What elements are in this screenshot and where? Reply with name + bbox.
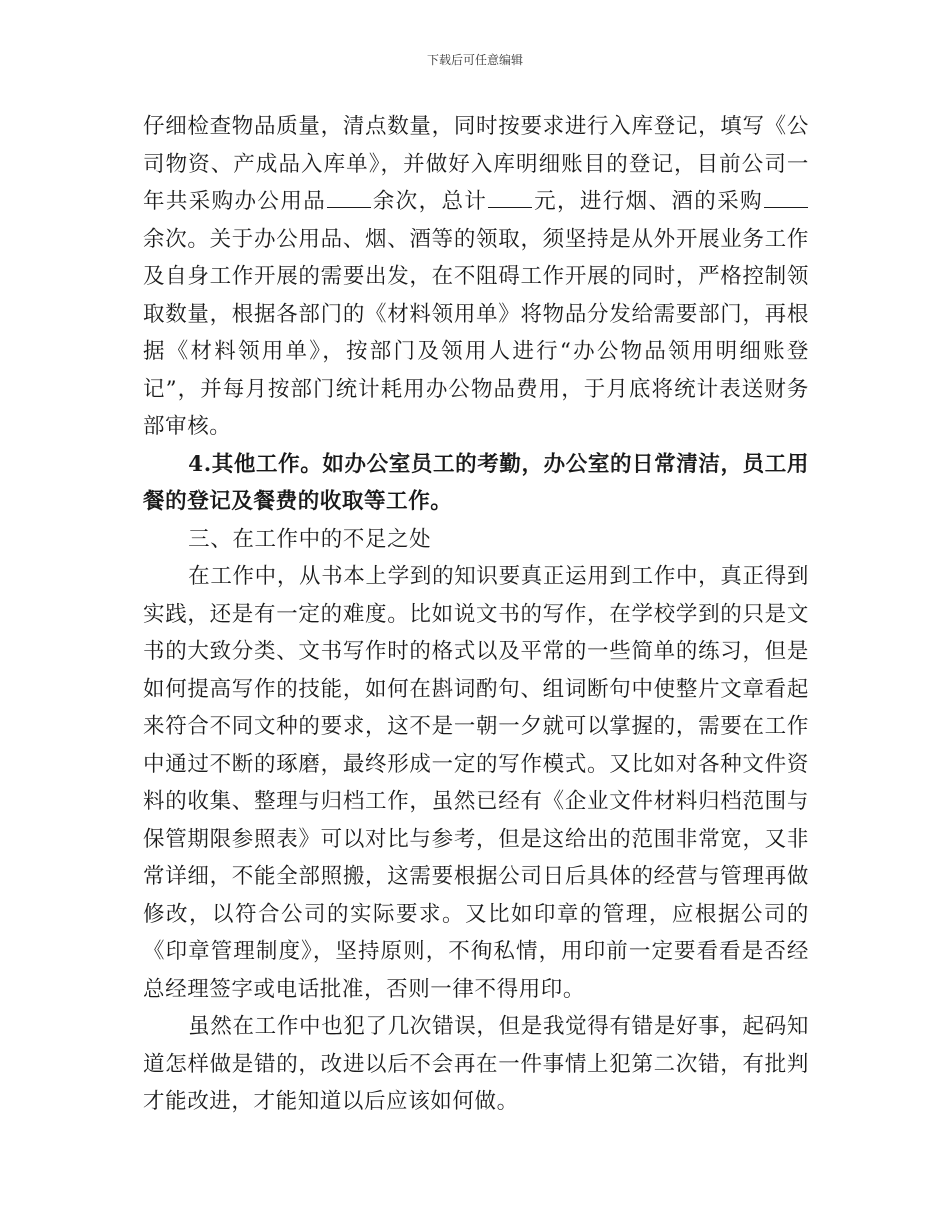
paragraph-reflection: 虽然在工作中也犯了几次错误，但是我觉得有错是好事，起码知道怎样做是错的，改进以后不会再在一件事情上犯第二次错，有批判才能改进，才能知道以后应该如何做。: [143, 1014, 809, 1114]
paragraph-procurement-part-4: 余次。关于办公用品、烟、酒等的领取，须坚持是从外开展业务工作及自身工作开展的需要出发，在不阻碍工作开展的同时，严格控制领取数量，根据各部门的《材料领用单》将物品分发给需要部门，再根据《材料领用单》，按部门及领用人进行“办公物品领用明细账登记”，并每月按部门统计耗用办公物品费用，于月底将统计表送财务部审核。: [143, 226, 809, 439]
blank-field-tobacco-count: [764, 206, 808, 208]
paragraph-procurement-part-2: 余次，总计: [372, 189, 488, 214]
paragraph-other-work: 4.其他工作。如办公室员工的考勤，办公室的日常清洁，员工用餐的登记及餐费的收取等工作。: [143, 451, 809, 514]
section-heading-shortcomings: 三、在工作中的不足之处: [188, 526, 432, 552]
paragraph-procurement: [143, 108, 809, 446]
document-body: [143, 108, 809, 1121]
paragraph-procurement-part-3: 元，进行烟、酒的采购: [533, 189, 763, 214]
paragraph-procurement-part-1: 仔细检查物品质量，清点数量，同时按要求进行入库登记，填写《公司物资、产成品入库单》，并做好入库明细账目的登记，目前公司一年共采购办公用品: [143, 114, 809, 214]
blank-field-purchase-count: [327, 206, 371, 208]
paragraph-shortcomings: 在工作中，从书本上学到的知识要真正运用到工作中，真正得到实践，还是有一定的难度。比如说文书的写作，在学校学到的只是文书的大致分类、文书写作时的格式以及平常的一些简单的练习，但是如何提高写作的技能，如何在斟词酌句、组词断句中使整片文章看起来符合不同文种的要求，这不是一朝一夕就可以掌握的，需要在工作中通过不断的琢磨，最终形成一定的写作模式。又比如对各种文件资料的收集、整理与归档工作，虽然已经有《企业文件材料归档范围与保管期限参照表》可以对比与参考，但是这给出的范围非常宽，又非常详细，不能全部照搬，这需要根据公司日后具体的经营与管理再做修改，以符合公司的实际要求。又比如印章的管理，应根据公司的《印章管理制度》，坚持原则，不徇私情，用印前一定要看看是否经总经理签字或电话批准，否则一律不得用印。: [143, 564, 809, 1002]
blank-field-total-amount: [488, 206, 532, 208]
page-header: 下载后可任意编辑: [426, 53, 523, 67]
